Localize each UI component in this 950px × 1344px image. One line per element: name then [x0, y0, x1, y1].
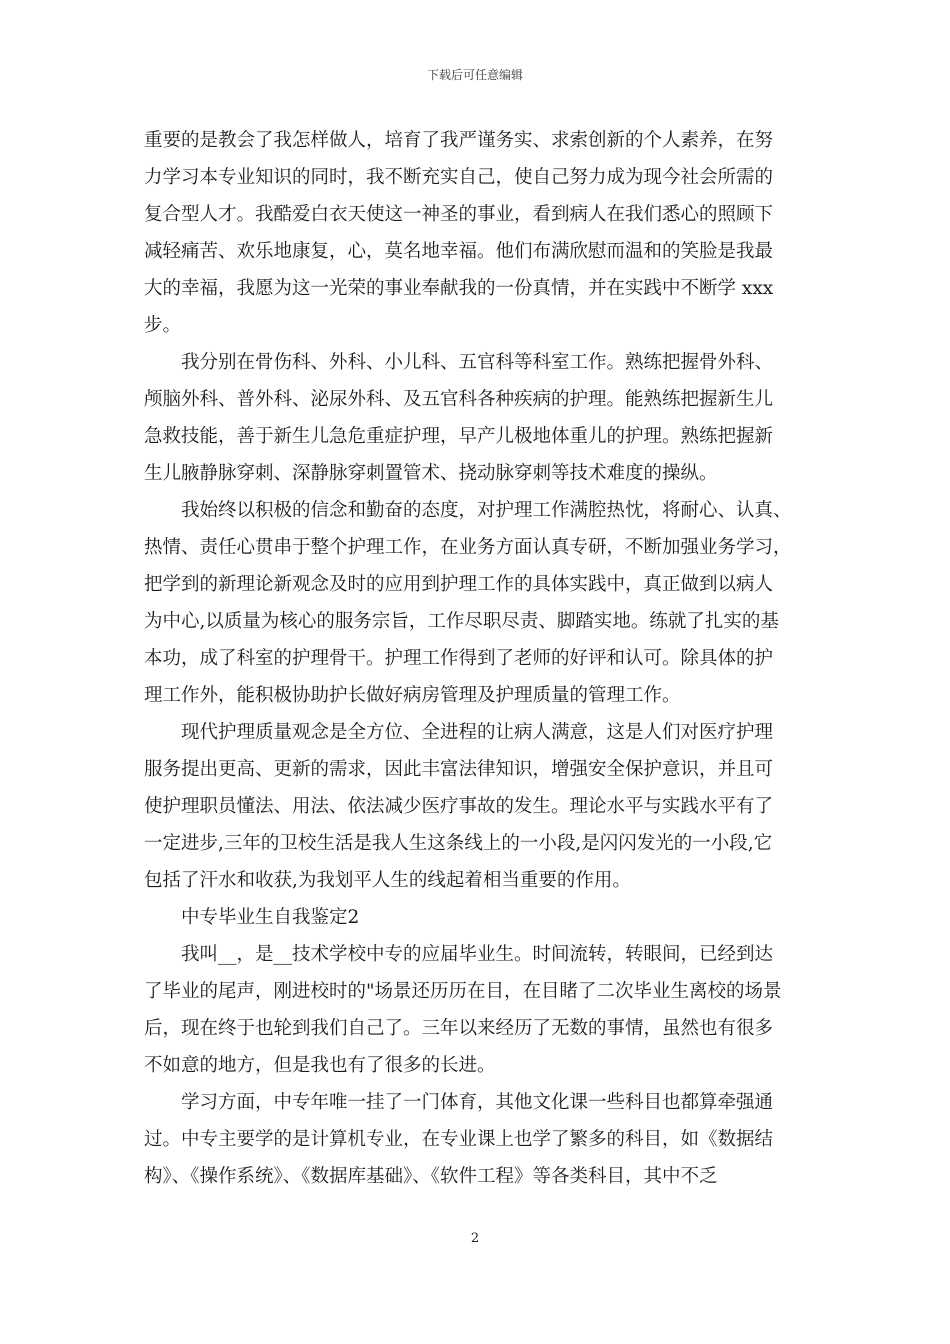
text-line: 减轻痛苦、欢乐地康复，心，莫名地幸福。他们布满欣慰而温和的笑脸是我最 — [144, 241, 774, 262]
text-line: 包括了汗水和收获,为我划平人生的线起着相当重要的作用。 — [144, 870, 631, 891]
text-line: 过。中专主要学的是计算机专业，在专业课上也学了繁多的科目，如《数据结 — [144, 1129, 774, 1150]
text-line: 本功，成了科室的护理骨干。护理工作得到了老师的好评和认可。除具体的护 — [144, 648, 774, 669]
text-line: 大的幸福，我愿为这一光荣的事业奉献我的一份真情，并在实践中不断学 xxx — [144, 278, 774, 299]
document-body — [144, 122, 808, 1195]
page-header: 下载后可任意编辑 — [426, 68, 523, 82]
text-line: 复合型人才。我酷爱白衣天使这一神圣的事业，看到病人在我们悉心的照顾下 — [144, 204, 774, 225]
text-line: 颅脑外科、普外科、泌尿外科、及五官科各种疾病的护理。能熟练把握新生儿 — [144, 389, 774, 410]
text-line: 急救技能，善于新生儿急危重症护理，早产儿极地体重儿的护理。熟练把握新 — [144, 426, 774, 447]
paragraph — [144, 492, 808, 714]
text-line: 我叫__，是__技术学校中专的应届毕业生。时间流转，转眼间，已经到达 — [181, 944, 774, 965]
text-line: 服务提出更高、更新的需求，因此丰富法律知识，增强安全保护意识，并且可 — [144, 759, 774, 780]
text-line: 生儿腋静脉穿刺、深静脉穿刺置管术、挠动脉穿刺等技术难度的操纵。 — [144, 463, 718, 484]
text-line: 为中心,以质量为核心的服务宗旨，工作尽职尽责、脚踏实地。练就了扎实的基 — [144, 611, 779, 632]
text-line: 力学习本专业知识的同时，我不断充实自己，使自己努力成为现今社会所需的 — [144, 167, 774, 188]
text-line: 理工作外，能积极协助护长做好病房管理及护理质量的管理工作。 — [144, 685, 681, 706]
text-line: 我始终以积极的信念和勤奋的态度，对护理工作满腔热忱，将耐心、认真、 — [181, 500, 792, 521]
section-heading: 中专毕业生自我鉴定2 — [181, 907, 360, 928]
text-line: 了毕业的尾声，刚进校时的"场景还历历在目，在目睹了二次毕业生离校的场景 — [144, 981, 782, 1002]
text-line: 后，现在终于也轮到我们自己了。三年以来经历了无数的事情，虽然也有很多 — [144, 1018, 774, 1039]
text-line: 使护理职员懂法、用法、依法减少医疗事故的发生。理论水平与实践水平有了 — [144, 796, 774, 817]
paragraph — [144, 344, 808, 492]
text-line: 把学到的新理论新观念及时的应用到护理工作的具体实践中，真正做到以病人 — [144, 574, 774, 595]
paragraph — [144, 714, 808, 899]
paragraph — [144, 1084, 808, 1195]
paragraph — [144, 936, 808, 1084]
text-line: 重要的是教会了我怎样做人，培育了我严谨务实、求索创新的个人素养，在努 — [144, 130, 774, 151]
text-line: 步。 — [144, 315, 182, 336]
paragraph-group-2 — [144, 936, 808, 1195]
text-line: 一定进步,三年的卫校生活是我人生这条线上的一小段,是闪闪发光的一小段,它 — [144, 833, 773, 854]
page-number: 2 — [470, 1231, 480, 1246]
text-line: 不如意的地方，但是我也有了很多的长进。 — [144, 1055, 496, 1076]
text-line: 现代护理质量观念是全方位、全进程的让病人满意，这是人们对医疗护理 — [181, 722, 774, 743]
text-line: 学习方面，中专年唯一挂了一门体育，其他文化课一些科目也都算牵强通 — [181, 1092, 774, 1113]
paragraph-group-1 — [144, 122, 808, 899]
text-line: 我分别在骨伤科、外科、小儿科、五官科等科室工作。熟练把握骨外科、 — [181, 352, 774, 373]
paragraph — [144, 122, 808, 344]
text-line: 构》、《操作系统》、《数据库基础》、《软件工程》等各类科目，其中不乏 — [144, 1166, 718, 1187]
text-line: 热情、责任心贯串于整个护理工作，在业务方面认真专研，不断加强业务学习， — [144, 537, 792, 558]
